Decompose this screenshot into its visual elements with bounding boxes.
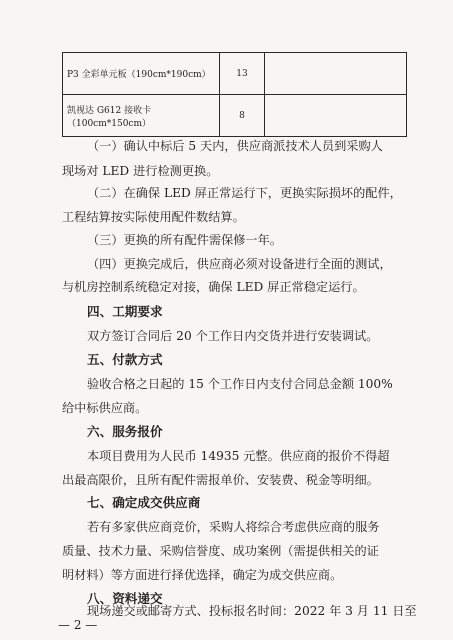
table-cell-qty: 13 [220,53,265,95]
page-number: — 2 — [58,618,98,632]
section-heading-payment: 五、付款方式 [87,352,163,367]
payment-line-2: 给中标供应商。 [62,401,148,415]
section-heading-documents: 八、资料递交 [87,591,163,606]
payment-line-1: 验收合格之日起的 15 个工作日内支付合同总金额 100% [87,377,393,391]
table-row [63,53,407,95]
clause-2-line-1: （二）在确保 LED 屏正常运行下，更换实际损坏的配件， [87,186,402,200]
section-heading-supplier: 七、确定成交供应商 [87,495,201,510]
section-heading-schedule: 四、工期要求 [87,304,163,319]
clause-2-line-2: 工程结算按实际使用配件数结算。 [62,210,245,224]
parts-table [62,52,407,137]
supplier-line-2: 质量、技术力量、采购信誉度、成功案例（需提供相关的证 [62,544,379,558]
clause-4-line-2: 与机房控制系统稳定对接，确保 LED 屏正常稳定运行。 [62,280,365,294]
documents-line-1: 现场递交或邮寄方式、投标报名时间：2022 年 3 月 11 日至 [87,604,417,618]
supplier-line-3: 明材料）等方面进行择优选择，确定为成交供应商。 [62,568,343,582]
clause-1-line-2: 现场对 LED 进行检测更换。 [62,164,219,178]
supplier-line-1: 若有多家供应商竞价，采购人将综合考虑供应商的服务 [87,520,380,534]
clause-4-line-1: （四）更换完成后，供应商必须对设备进行全面的测试， [87,257,392,271]
table-cell-name: P3 全彩单元板（190cm*190cm） [63,53,220,95]
section-heading-quote: 六、服务报价 [87,424,163,439]
table-cell-note [265,95,407,137]
quote-line-1: 本项目费用为人民币 14935 元整。供应商的报价不得超 [87,449,390,463]
clause-3-line-1: （三）更换的所有配件需保修一年。 [87,233,282,247]
quote-line-2: 出最高限价，且所有配件需报单价、安装费、税金等明细。 [62,473,379,487]
schedule-line-1: 双方签订合同后 20 个工作日内交货并进行安装调试。 [87,329,379,343]
table-cell-note [265,53,407,95]
table-row [63,95,407,137]
clause-1-line-1: （一）确认中标后 5 天内，供应商派技术人员到采购人 [87,139,383,153]
table-cell-name: 凯视达 G612 接收卡（100cm*150cm） [63,95,220,137]
table-cell-qty: 8 [220,95,265,137]
